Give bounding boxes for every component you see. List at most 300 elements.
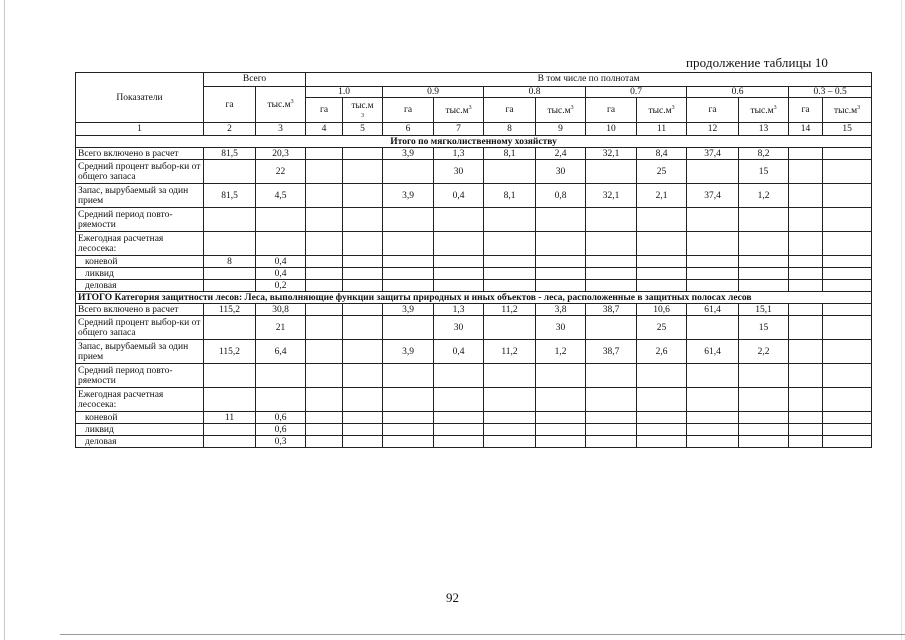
header-total: Всего: [204, 73, 306, 87]
table-cell: 30,8: [256, 304, 306, 316]
table-cell: [343, 388, 383, 412]
table-cell: [434, 412, 484, 424]
header-ha: га: [586, 98, 637, 123]
table-cell: [586, 256, 637, 268]
table-cell: [586, 388, 637, 412]
table-cell: [306, 412, 343, 424]
table-cell: [306, 208, 343, 232]
table-cell: [306, 424, 343, 436]
table-cell: [536, 424, 586, 436]
header-density-0-3-0-5: 0.3 – 0.5: [789, 87, 872, 98]
row-label: коневой: [76, 412, 204, 424]
table-cell: 25: [637, 316, 687, 340]
table-cell: 8,1: [484, 184, 536, 208]
header-indicators: Показатели: [76, 73, 204, 123]
table-row: [76, 268, 872, 280]
table-cell: [343, 436, 383, 448]
table-row: [76, 148, 872, 160]
table-cell: [343, 268, 383, 280]
section-title-row: [76, 136, 872, 148]
table-row: [76, 280, 872, 292]
table-cell: [484, 232, 536, 256]
table-row: [76, 208, 872, 232]
table-cell: [306, 280, 343, 292]
header-total-volume: $тыс.м^3$: [256, 87, 306, 123]
header-volume: $тыс.м^3$: [823, 98, 872, 123]
table-row: [76, 436, 872, 448]
column-number: 4: [306, 123, 343, 136]
table-cell: 2,4: [536, 148, 586, 160]
row-label: Средний процент выбор-ки от общего запаса: [76, 316, 204, 340]
table-cell: [204, 364, 256, 388]
table-cell: 0,4: [256, 256, 306, 268]
table-cell: [343, 364, 383, 388]
table-cell: [434, 436, 484, 448]
row-label: Запас, вырубаемый за один прием: [76, 184, 204, 208]
table-cell: [383, 412, 434, 424]
column-number: 12: [687, 123, 739, 136]
table-cell: [739, 256, 789, 268]
table-cell: [739, 364, 789, 388]
table-cell: 2,1: [637, 184, 687, 208]
table-row: [76, 304, 872, 316]
table-cell: [586, 268, 637, 280]
table-cell: [306, 184, 343, 208]
column-number: 5: [343, 123, 383, 136]
table-cell: 8: [204, 256, 256, 268]
page-edge-right: [901, 0, 902, 640]
column-number: 10: [586, 123, 637, 136]
table-cell: [823, 436, 872, 448]
table-cell: 25: [637, 160, 687, 184]
table-cell: [484, 436, 536, 448]
table-cell: [306, 160, 343, 184]
header-density-0-8: 0.8: [484, 87, 586, 98]
header-total-ha: га: [204, 87, 256, 123]
table-cell: 15: [739, 316, 789, 340]
table-cell: [536, 412, 586, 424]
column-number: 3: [256, 123, 306, 136]
table-cell: [484, 208, 536, 232]
table-row: [76, 364, 872, 388]
table-cell: [256, 208, 306, 232]
table-cell: 37,4: [687, 184, 739, 208]
table-cell: 0,3: [256, 436, 306, 448]
row-label: ликвид: [76, 424, 204, 436]
table-cell: [789, 436, 823, 448]
table-cell: [637, 424, 687, 436]
row-label: Всего включено в расчет: [76, 148, 204, 160]
table-cell: [383, 256, 434, 268]
table-cell: [823, 412, 872, 424]
table-cell: [789, 304, 823, 316]
forest-cut-table: [75, 72, 872, 448]
table-cell: 11,2: [484, 340, 536, 364]
table-cell: [204, 424, 256, 436]
table-cell: [343, 160, 383, 184]
row-label: Средний период повто-ряемости: [76, 364, 204, 388]
table-cell: [739, 280, 789, 292]
header-ha: га: [306, 98, 343, 123]
column-number: 15: [823, 123, 872, 136]
table-cell: [343, 148, 383, 160]
row-label: деловая: [76, 280, 204, 292]
table-cell: [306, 304, 343, 316]
table-cell: [306, 316, 343, 340]
table-cell: 1,2: [739, 184, 789, 208]
table-cell: [536, 436, 586, 448]
table-cell: [687, 268, 739, 280]
table-cell: 0,4: [256, 268, 306, 280]
table-cell: 22: [256, 160, 306, 184]
column-number: 2: [204, 123, 256, 136]
table-cell: [204, 316, 256, 340]
table-cell: [343, 316, 383, 340]
table-cell: 3,9: [383, 184, 434, 208]
table-cell: 0,8: [536, 184, 586, 208]
table-cell: [687, 316, 739, 340]
column-number: 6: [383, 123, 434, 136]
column-number: 9: [536, 123, 586, 136]
table-cell: [306, 148, 343, 160]
row-label: Ежегодная расчетная лесосека:: [76, 232, 204, 256]
table-row: [76, 424, 872, 436]
table-cell: 8,2: [739, 148, 789, 160]
table-cell: [823, 256, 872, 268]
header-by-density: В том числе по полнотам: [306, 73, 872, 87]
table-cell: 30: [434, 316, 484, 340]
page-edge-left: [4, 0, 5, 640]
table-cell: [789, 388, 823, 412]
section-title: ИТОГО Категория защитности лесов: Леса, выполняющие функции защиты природных и иных объектов - леса, расположенные в защитных полосах лесов: [76, 292, 872, 304]
table-cell: 1,3: [434, 148, 484, 160]
table-row: [76, 160, 872, 184]
table-cell: 30: [536, 160, 586, 184]
header-density-0-9: 0.9: [383, 87, 484, 98]
table-cell: [434, 388, 484, 412]
continuation-caption: продолжение таблицы 10: [686, 55, 829, 70]
table-cell: 3,8: [536, 304, 586, 316]
row-label: Ежегодная расчетная лесосека:: [76, 388, 204, 412]
table-cell: [536, 232, 586, 256]
table-cell: [536, 256, 586, 268]
column-number: 13: [739, 123, 789, 136]
table-cell: [536, 388, 586, 412]
table-cell: 61,4: [687, 304, 739, 316]
table-row: [76, 184, 872, 208]
table-cell: 81,5: [204, 184, 256, 208]
table-cell: [484, 364, 536, 388]
table-cell: [586, 424, 637, 436]
table-cell: [586, 364, 637, 388]
table-cell: [823, 340, 872, 364]
table-cell: 115,2: [204, 304, 256, 316]
table-cell: [343, 184, 383, 208]
table-cell: [434, 364, 484, 388]
table-row: [76, 412, 872, 424]
table-row: [76, 316, 872, 340]
table-cell: [739, 436, 789, 448]
table-cell: 32,1: [586, 148, 637, 160]
table-cell: 11,2: [484, 304, 536, 316]
table-cell: [637, 412, 687, 424]
table-cell: [586, 280, 637, 292]
table-cell: [637, 364, 687, 388]
table-cell: [484, 280, 536, 292]
table-cell: [637, 280, 687, 292]
table-cell: [586, 160, 637, 184]
table-row: [76, 340, 872, 364]
table-cell: [586, 232, 637, 256]
table-cell: [789, 208, 823, 232]
table-cell: [343, 208, 383, 232]
table-cell: [434, 424, 484, 436]
table-cell: [687, 388, 739, 412]
column-number: 7: [434, 123, 484, 136]
table-cell: 30: [536, 316, 586, 340]
table-cell: [687, 160, 739, 184]
bottom-rule: [60, 634, 905, 635]
table-cell: [586, 208, 637, 232]
row-label: коневой: [76, 256, 204, 268]
table-cell: 0,6: [256, 424, 306, 436]
table-cell: [687, 436, 739, 448]
table-cell: [789, 184, 823, 208]
table-cell: [536, 280, 586, 292]
table-cell: 20,3: [256, 148, 306, 160]
table-cell: 37,4: [687, 148, 739, 160]
header-volume: $тыс.м^3$: [739, 98, 789, 123]
table-cell: [637, 268, 687, 280]
table-cell: [484, 424, 536, 436]
table-cell: [823, 316, 872, 340]
table-cell: [739, 424, 789, 436]
table-cell: [789, 280, 823, 292]
table-cell: [343, 340, 383, 364]
table-cell: [256, 388, 306, 412]
table-cell: [306, 268, 343, 280]
table-cell: [789, 232, 823, 256]
header-density-0-6: 0.6: [687, 87, 789, 98]
table-cell: [823, 208, 872, 232]
table-cell: [687, 364, 739, 388]
table-cell: [823, 232, 872, 256]
row-label: деловая: [76, 436, 204, 448]
table-cell: [434, 268, 484, 280]
table-row: [76, 388, 872, 412]
table-cell: 3,9: [383, 304, 434, 316]
table-cell: 15,1: [739, 304, 789, 316]
table-cell: [383, 388, 434, 412]
table-cell: 38,7: [586, 340, 637, 364]
table-cell: 0,4: [434, 340, 484, 364]
table-cell: [256, 232, 306, 256]
table-cell: 21: [256, 316, 306, 340]
table-cell: 0,2: [256, 280, 306, 292]
table-cell: [383, 436, 434, 448]
table-cell: [536, 268, 586, 280]
table-cell: [484, 268, 536, 280]
table-cell: [739, 388, 789, 412]
header-density-1-0: 1.0: [306, 87, 383, 98]
table-cell: [739, 232, 789, 256]
table-cell: [789, 268, 823, 280]
table-cell: 61,4: [687, 340, 739, 364]
table-cell: [823, 304, 872, 316]
column-number: 11: [637, 123, 687, 136]
table-cell: [383, 232, 434, 256]
table-cell: [383, 160, 434, 184]
table-cell: [687, 232, 739, 256]
table-cell: [484, 412, 536, 424]
table-cell: [204, 436, 256, 448]
table-cell: [739, 208, 789, 232]
table-cell: 2,6: [637, 340, 687, 364]
table-cell: [383, 424, 434, 436]
table-cell: [343, 232, 383, 256]
header-volume-split: тыс.м 3: [343, 98, 383, 123]
table-cell: [434, 208, 484, 232]
table-cell: [823, 364, 872, 388]
table-cell: [204, 280, 256, 292]
table-cell: [484, 388, 536, 412]
table-cell: [789, 364, 823, 388]
header-volume: $тыс.м^3$: [434, 98, 484, 123]
header-density-0-7: 0.7: [586, 87, 687, 98]
table-cell: 15: [739, 160, 789, 184]
table-cell: [637, 232, 687, 256]
table-cell: [434, 256, 484, 268]
table-cell: [789, 256, 823, 268]
table-cell: [306, 436, 343, 448]
table-cell: [434, 280, 484, 292]
table-cell: 10,6: [637, 304, 687, 316]
table-cell: [306, 388, 343, 412]
table-cell: [687, 412, 739, 424]
table-cell: [204, 232, 256, 256]
table-cell: [637, 388, 687, 412]
table-body: [76, 136, 872, 448]
table-cell: 38,7: [586, 304, 637, 316]
column-number-row: [76, 123, 872, 136]
row-label: Запас, вырубаемый за один прием: [76, 340, 204, 364]
table-cell: [823, 148, 872, 160]
table-cell: [789, 316, 823, 340]
section-title: Итого по мягколиственному хозяйству: [76, 136, 872, 148]
table-cell: [536, 364, 586, 388]
table-cell: [586, 436, 637, 448]
table-cell: [204, 160, 256, 184]
table-cell: [343, 412, 383, 424]
table-cell: [383, 268, 434, 280]
header-ha: га: [383, 98, 434, 123]
table-cell: [484, 160, 536, 184]
table-cell: [789, 148, 823, 160]
table-cell: [343, 256, 383, 268]
table-cell: 8,1: [484, 148, 536, 160]
header-volume: $тыс.м^3$: [536, 98, 586, 123]
column-number: 14: [789, 123, 823, 136]
table-cell: [637, 208, 687, 232]
table-cell: [204, 208, 256, 232]
header-ha: га: [789, 98, 823, 123]
table-cell: 3,9: [383, 148, 434, 160]
table-cell: [383, 280, 434, 292]
table-cell: [823, 160, 872, 184]
page-number: 92: [446, 590, 459, 605]
column-number: 1: [76, 123, 204, 136]
table-cell: 115,2: [204, 340, 256, 364]
table-cell: 2,2: [739, 340, 789, 364]
header-ha: га: [687, 98, 739, 123]
table-cell: [256, 364, 306, 388]
table-cell: [789, 412, 823, 424]
table-row: [76, 232, 872, 256]
column-number: 8: [484, 123, 536, 136]
table-cell: 0,6: [256, 412, 306, 424]
table-cell: [343, 280, 383, 292]
table-cell: [204, 268, 256, 280]
row-label: Средний период повто-ряемости: [76, 208, 204, 232]
table-cell: 3,9: [383, 340, 434, 364]
table-cell: [434, 232, 484, 256]
table-cell: [687, 256, 739, 268]
section-title-row: [76, 292, 872, 304]
table-cell: [383, 208, 434, 232]
table-cell: 30: [434, 160, 484, 184]
table-cell: [789, 424, 823, 436]
table-cell: 4,5: [256, 184, 306, 208]
table-cell: [823, 184, 872, 208]
table-cell: [383, 316, 434, 340]
table-cell: [586, 412, 637, 424]
table-cell: [637, 256, 687, 268]
table-cell: [637, 436, 687, 448]
table-cell: [484, 316, 536, 340]
table-cell: [789, 160, 823, 184]
table-cell: [739, 268, 789, 280]
table-cell: [586, 316, 637, 340]
table-cell: 32,1: [586, 184, 637, 208]
header-volume: $тыс.м^3$: [637, 98, 687, 123]
table-cell: 1,2: [536, 340, 586, 364]
table-cell: [687, 424, 739, 436]
table-cell: [343, 424, 383, 436]
table-cell: [484, 256, 536, 268]
row-label: Всего включено в расчет: [76, 304, 204, 316]
table-cell: [823, 388, 872, 412]
table-cell: 81,5: [204, 148, 256, 160]
table-cell: [789, 340, 823, 364]
table-cell: [306, 256, 343, 268]
table-cell: 6,4: [256, 340, 306, 364]
table-cell: [383, 364, 434, 388]
row-label: Средний процент выбор-ки от общего запаса: [76, 160, 204, 184]
table-cell: [306, 364, 343, 388]
table-cell: [306, 340, 343, 364]
table-cell: 1,3: [434, 304, 484, 316]
table-cell: 0,4: [434, 184, 484, 208]
table-cell: 11: [204, 412, 256, 424]
table-cell: [536, 208, 586, 232]
table-cell: [343, 304, 383, 316]
table-cell: [306, 232, 343, 256]
header-ha: га: [484, 98, 536, 123]
table-cell: 8,4: [637, 148, 687, 160]
table-cell: [204, 388, 256, 412]
row-label: ликвид: [76, 268, 204, 280]
table-cell: [687, 208, 739, 232]
